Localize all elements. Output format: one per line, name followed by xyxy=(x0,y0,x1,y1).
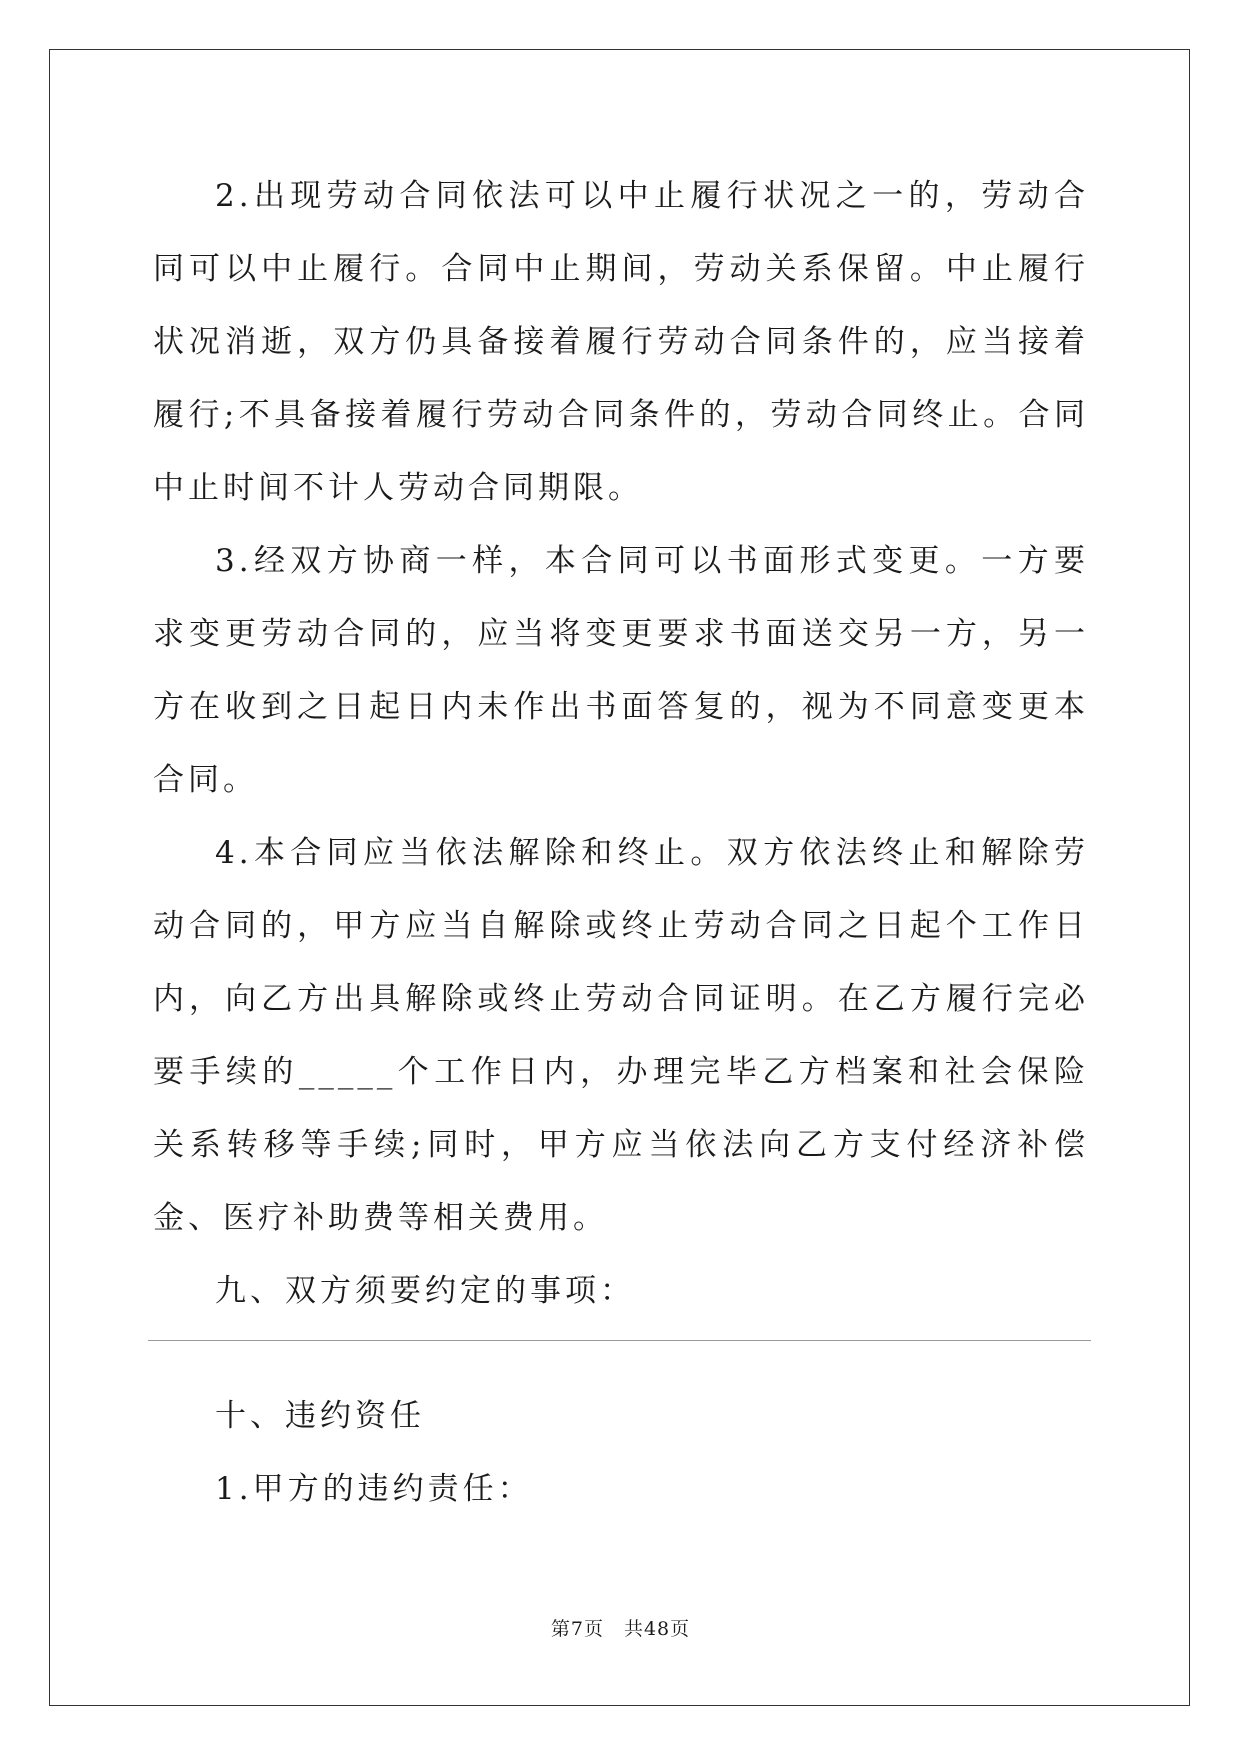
page-number: 第7页 共48页 xyxy=(550,1618,691,1640)
paragraph-amendment: 3.经双方协商一样，本合同可以书面形式变更。一方要求变更劳动合同的，应当将变更要求书面送交另一方，另一方在收到之日起日内未作出书面答复的，视为不同意变更本合同。 xyxy=(153,543,1089,798)
section-nine-heading: 九、双方须要约定的事项： xyxy=(215,1273,635,1309)
paragraph-suspension: 2.出现劳动合同依法可以中止履行状况之一的，劳动合同可以中止履行。合同中止期间，劳动关系保留。中止履行状况消逝，双方仍具备接着履行劳动合同条件的，应当接着履行;不具备接着履行劳动合同条件的，劳动合同终止。合同中止时间不计人劳动合同期限。 xyxy=(153,178,1089,506)
section-ten-item-1: 1.甲方的违约责任： xyxy=(215,1471,533,1507)
section-ten-heading: 十、违约资任 xyxy=(215,1398,425,1434)
fill-in-line xyxy=(148,1340,1091,1341)
section-ten xyxy=(153,1380,1089,1526)
paragraph-termination: 4.本合同应当依法解除和终止。双方依法终止和解除劳动合同的，甲方应当自解除或终止劳动合同之日起个工作日内，向乙方出具解除或终止劳动合同证明。在乙方履行完必要手续的_____个工作日内，办理完毕乙方档案和社会保险关系转移等手续;同时，甲方应当依法向乙方支付经济补偿金、医疗补助费等相关费用。 xyxy=(153,835,1089,1236)
document-body xyxy=(153,160,1089,1328)
